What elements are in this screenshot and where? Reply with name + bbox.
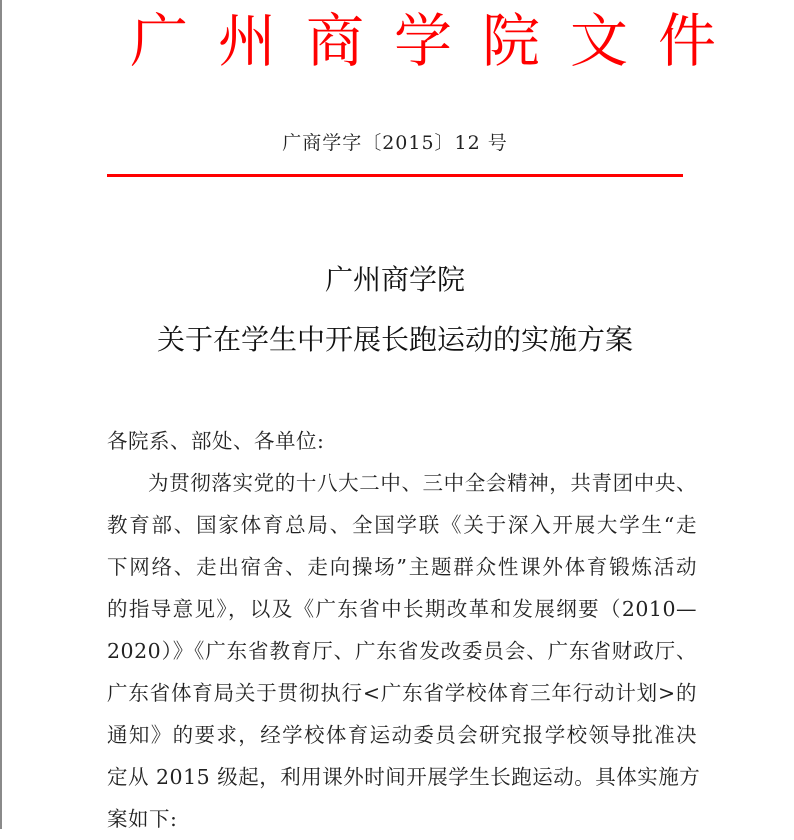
body-line: 定从 2015 级起，利用课外时间开展学生长跑运动。具体实施方 <box>107 765 701 789</box>
body-line: 教育部、国家体育总局、全国学联《关于深入开展大学生“走 <box>107 513 697 537</box>
heading-subject: 关于在学生中开展长跑运动的实施方案 <box>156 323 633 356</box>
body-line: 广东省体育局关于贯彻执行<广东省学校体育三年行动计划>的 <box>107 681 697 705</box>
document-body <box>107 420 701 840</box>
page-edge-border <box>0 0 2 829</box>
body-line: 下网络、走出宿舍、走向操场”主题群众性课外体育锻炼活动 <box>107 555 697 579</box>
body-line: 案如下: <box>107 807 178 831</box>
body-line: 为贯彻落实党的十八大二中、三中全会精神，共青团中央、 <box>148 471 697 495</box>
salutation: 各院系、部处、各单位: <box>107 429 325 453</box>
heading-institution: 广州商学院 <box>324 263 465 296</box>
body-line: 2020）》《广东省教育厅、广东省发改委员会、广东省财政厅、 <box>107 639 697 663</box>
red-divider-rule <box>107 174 683 177</box>
body-line: 通知》的要求，经学校体育运动委员会研究报学校领导批准决 <box>107 723 697 747</box>
document-header-title: 广州商学院文件 <box>130 7 747 75</box>
body-line: 的指导意见》，以及《广东省中长期改革和发展纲要（2010— <box>107 597 697 621</box>
document-number: 广商学字〔2015〕12 号 <box>282 132 508 154</box>
